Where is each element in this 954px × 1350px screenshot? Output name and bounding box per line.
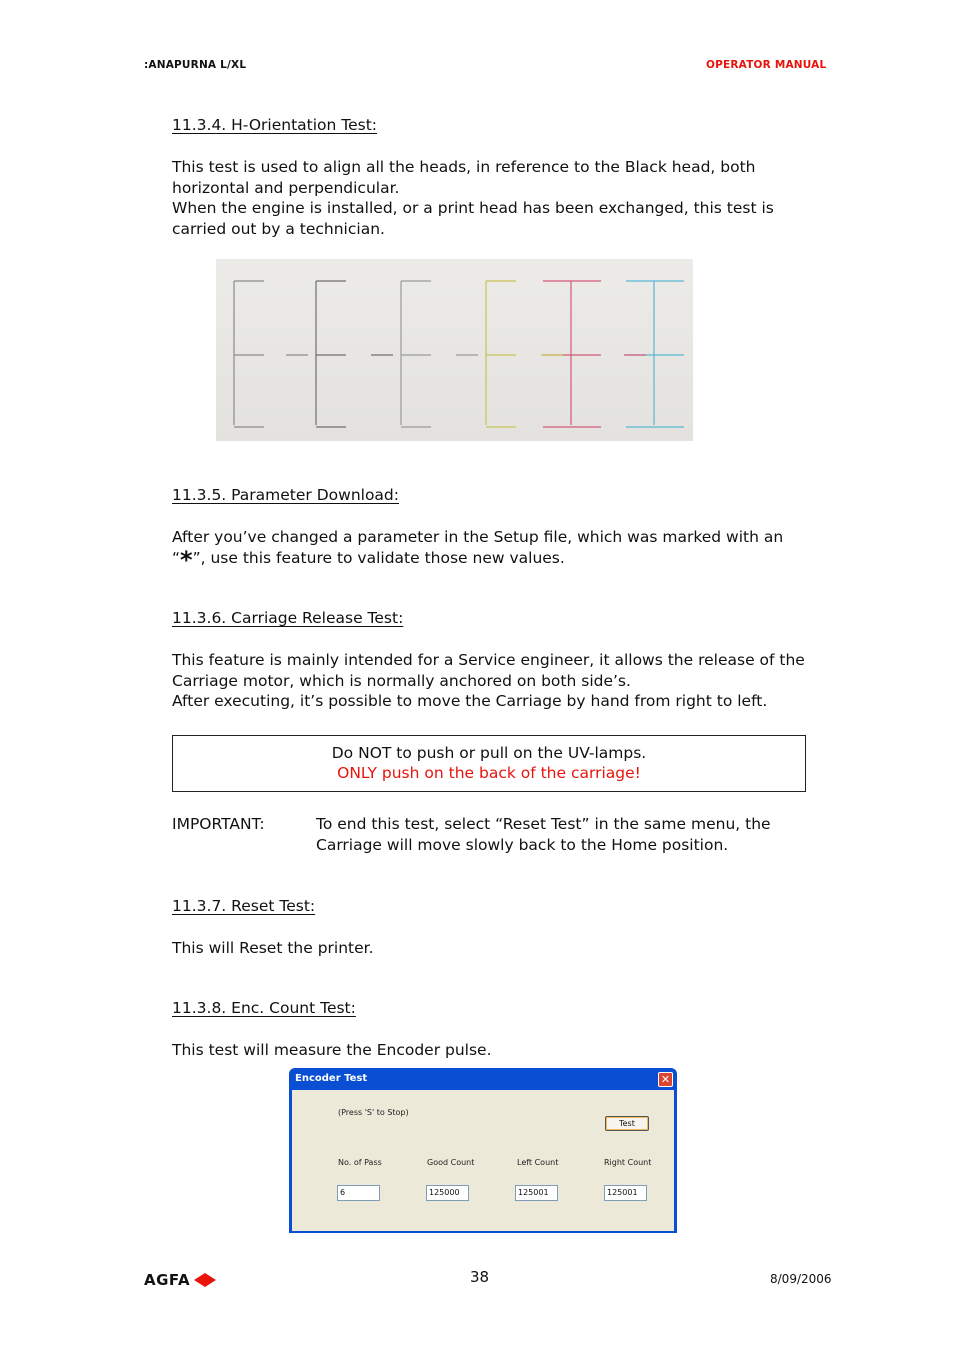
warning-line: Do NOT to push or pull on the UV-lamps. xyxy=(331,744,647,762)
text-line: Carriage will move slowly back to the Home position. xyxy=(316,835,729,854)
dialog-title: Encoder Test xyxy=(295,1073,368,1084)
heading-reset-test: 11.3.7. Reset Test: xyxy=(172,897,316,915)
good-count-field[interactable]: 125000 xyxy=(426,1185,469,1201)
dialog-body xyxy=(292,1090,674,1231)
doc-header-manual: OPERATOR MANUAL xyxy=(706,59,827,71)
good-count-label: Good Count xyxy=(427,1158,475,1167)
reset-test-text: This will Reset the printer. xyxy=(172,939,374,957)
heading-carriage-release: 11.3.6. Carriage Release Test: xyxy=(172,609,404,627)
h-orientation-paragraph xyxy=(172,157,774,239)
agfa-logo-text: AGFA xyxy=(144,1271,191,1289)
text-line: This test is used to align all the heads, in reference to the Black head, both xyxy=(172,158,756,176)
stop-hint: (Press 'S' to Stop) xyxy=(338,1108,409,1117)
heading-h-orientation: 11.3.4. H-Orientation Test: xyxy=(172,116,378,134)
pass-field[interactable]: 6 xyxy=(337,1185,380,1201)
important-label: IMPORTANT: xyxy=(172,815,265,833)
right-count-label: Right Count xyxy=(604,1158,652,1167)
text-line: This feature is mainly intended for a Service engineer, it allows the release of the xyxy=(172,651,805,669)
text-line: Carriage motor, which is normally anchored on both side’s. xyxy=(172,671,631,690)
agfa-logo xyxy=(144,1271,217,1289)
text-line: When the engine is installed, or a print head has been exchanged, this test is xyxy=(172,199,774,217)
warning-box xyxy=(172,735,806,792)
heading-enc-count: 11.3.8. Enc. Count Test: xyxy=(172,999,356,1017)
left-count-field[interactable]: 125001 xyxy=(515,1185,558,1201)
quote-open: “ xyxy=(172,548,181,567)
carriage-release-paragraph xyxy=(172,650,805,712)
text-line: horizontal and perpendicular. xyxy=(172,178,400,197)
h-orientation-test-photo xyxy=(216,259,693,441)
heading-parameter-download: 11.3.5. Parameter Download: xyxy=(172,486,399,504)
pass-label: No. of Pass xyxy=(338,1158,382,1167)
text-line: After executing, it’s possible to move the Carriage by hand from right to left. xyxy=(172,692,768,710)
left-count-label: Left Count xyxy=(517,1158,559,1167)
test-button[interactable]: Test xyxy=(605,1116,649,1131)
close-icon[interactable]: ✕ xyxy=(658,1072,673,1087)
right-count-field[interactable]: 125001 xyxy=(604,1185,647,1201)
text-span: ”, use this feature to validate those new values. xyxy=(192,548,565,567)
text-line: After you’ve changed a parameter in the Setup file, which was marked with an xyxy=(172,528,784,546)
parameter-download-paragraph xyxy=(172,527,784,574)
text-line xyxy=(172,545,783,574)
asterisk-mark: * xyxy=(180,545,193,574)
warning-line-red: ONLY push on the back of the carriage! xyxy=(337,764,641,782)
agfa-rhombus-icon xyxy=(193,1272,217,1288)
page-number: 38 xyxy=(470,1268,490,1286)
encoder-test-dialog xyxy=(289,1068,677,1233)
doc-header-title: :ANAPURNA L/XL xyxy=(144,59,247,71)
test-print-pattern xyxy=(216,259,693,441)
footer-date: 8/09/2006 xyxy=(770,1272,832,1286)
important-text xyxy=(316,814,771,855)
text-line: To end this test, select “Reset Test” in the same menu, the xyxy=(316,815,771,833)
text-line: carried out by a technician. xyxy=(172,219,385,238)
enc-count-text: This test will measure the Encoder pulse. xyxy=(172,1041,492,1059)
